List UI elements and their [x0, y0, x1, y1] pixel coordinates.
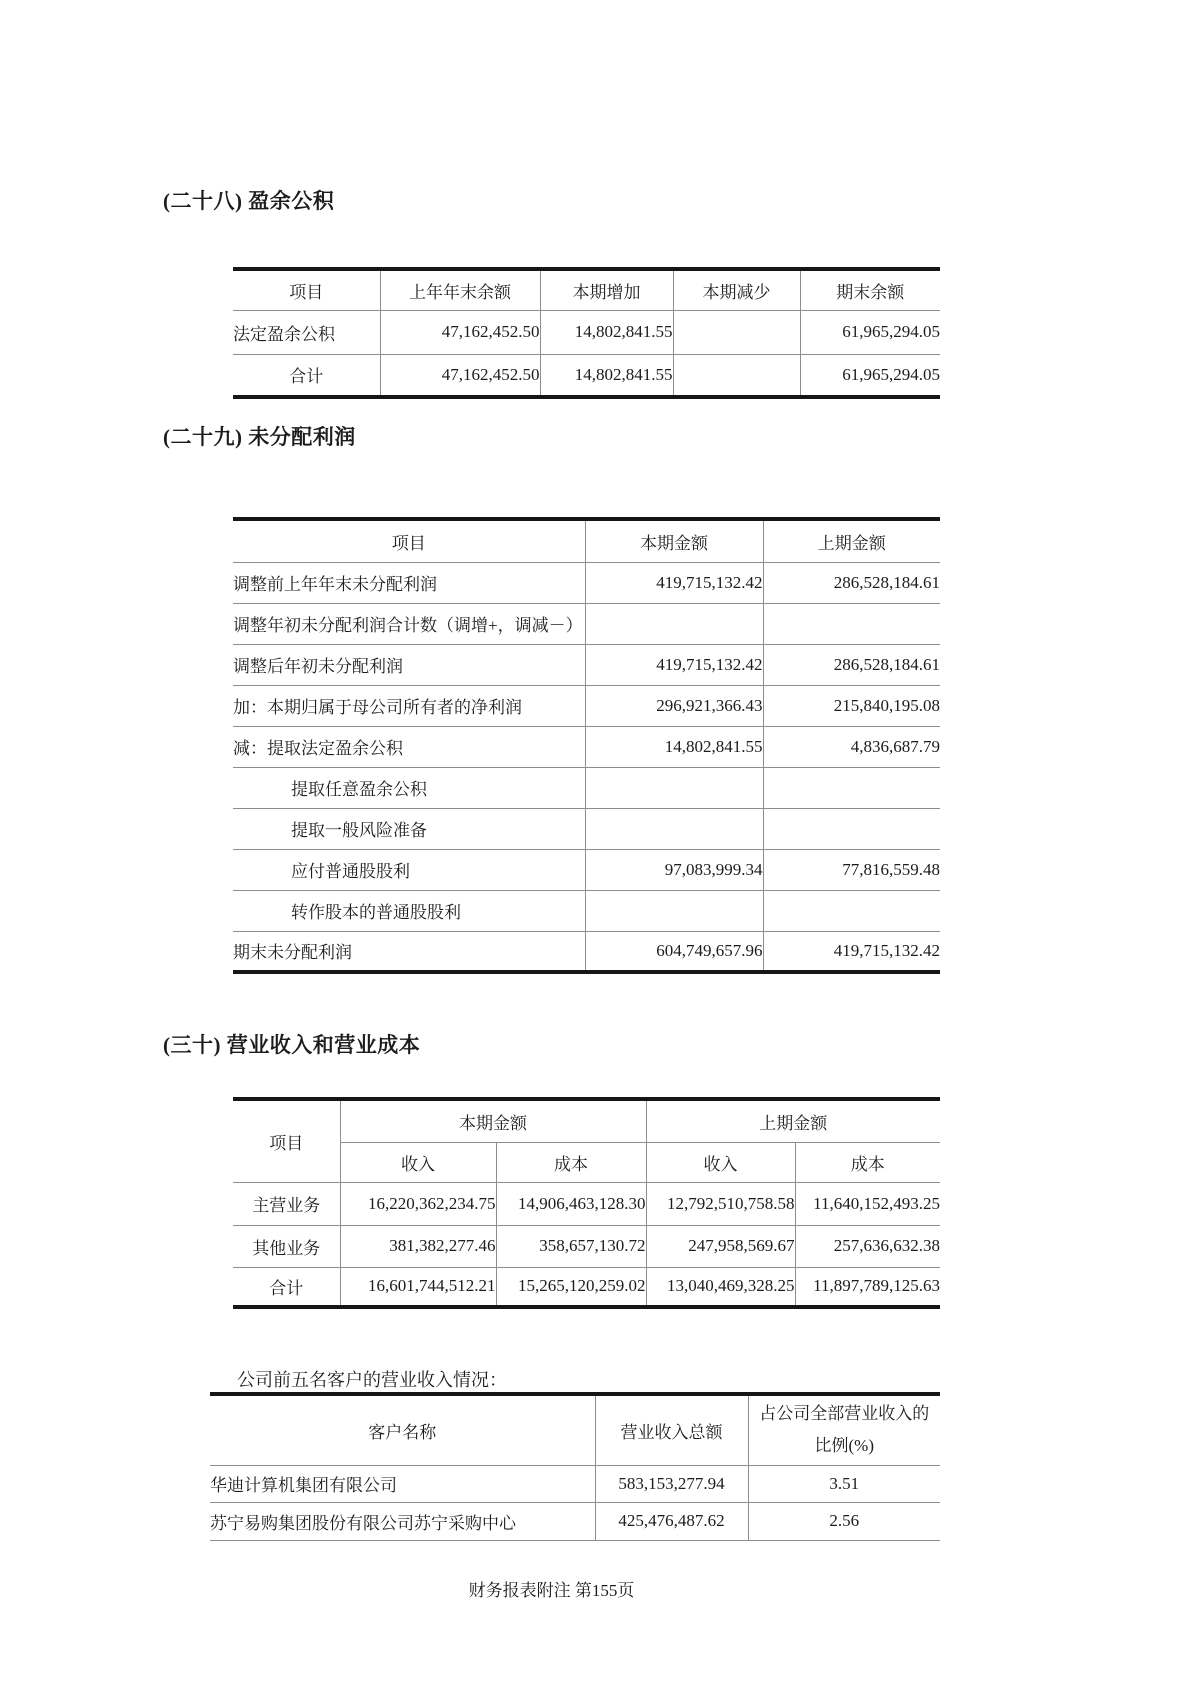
- table-header-row: [233, 519, 940, 562]
- cell-value: 419,715,132.42: [585, 644, 763, 685]
- customer-name: 华迪计算机集团有限公司: [210, 1465, 595, 1502]
- cell-value: [673, 310, 800, 354]
- col-header-revenue-ratio: [748, 1394, 940, 1465]
- cell-value: 16,220,362,234.75: [340, 1182, 496, 1225]
- col-header-period-end: 期末余额: [800, 269, 940, 310]
- cell-value: 604,749,657.96: [585, 931, 763, 972]
- cell-value: [763, 603, 940, 644]
- table-row: [233, 767, 940, 808]
- table-row: [233, 890, 940, 931]
- cell-value: 425,476,487.62: [595, 1502, 748, 1540]
- cell-value: 4,836,687.79: [763, 726, 940, 767]
- cell-value: 61,965,294.05: [800, 310, 940, 354]
- cell-value: 419,715,132.42: [833, 940, 940, 960]
- table-row: [233, 603, 940, 644]
- surplus-reserve-table: [233, 267, 940, 399]
- cell-value: 3.51: [748, 1465, 940, 1502]
- cell-value: [585, 808, 763, 849]
- table-row: [233, 562, 940, 603]
- row-label: 合计: [233, 1267, 340, 1307]
- cell-value: [673, 354, 800, 397]
- col-header-item: 项目: [233, 269, 380, 310]
- cell-value: 583,153,277.94: [595, 1465, 748, 1502]
- cell-value: 12,792,510,758.58: [646, 1182, 795, 1225]
- col-header-prior-amount: 上期金额: [763, 519, 940, 562]
- col-header-current-amount: 本期金额: [585, 519, 763, 562]
- row-label: 法定盈余公积: [233, 310, 380, 354]
- cell-value: 215,840,195.08: [763, 685, 940, 726]
- cell-value: 16,601,744,512.21: [340, 1267, 496, 1307]
- cell-value: 61,965,294.05: [842, 364, 940, 384]
- cell-value: 2.56: [829, 1511, 860, 1530]
- table-row-total: [233, 354, 940, 397]
- customer-name: 苏宁易购集团股份有限公司苏宁采购中心: [210, 1502, 595, 1540]
- cell-value: 11,897,789,125.63: [813, 1276, 940, 1296]
- col-header-prior-revenue: 收入: [646, 1142, 795, 1182]
- col-header-current-cost: 成本: [496, 1142, 646, 1182]
- col-header-increase: 本期增加: [540, 269, 673, 310]
- page-footer: 财务报表附注 第155页: [468, 1581, 635, 1600]
- row-label: 加：本期归属于母公司所有者的净利润: [233, 685, 585, 726]
- cell-value: 358,657,130.72: [496, 1225, 646, 1267]
- table-row: [210, 1465, 940, 1502]
- col-header-current-revenue: 收入: [340, 1142, 496, 1182]
- table-row-total: [233, 1267, 940, 1307]
- row-label: 合计: [233, 354, 380, 397]
- cell-value: 419,715,132.42: [585, 562, 763, 603]
- table-row: [233, 726, 940, 767]
- cell-value: 14,802,841.55: [540, 310, 673, 354]
- col-header-prev-year-end: 上年年末余额: [380, 269, 540, 310]
- row-label: 调整年初未分配利润合计数（调增+，调减－）: [233, 603, 585, 644]
- row-label: 其他业务: [233, 1225, 340, 1267]
- cell-value: [585, 767, 763, 808]
- undistributed-profit-table: [233, 517, 940, 974]
- table-row: [233, 685, 940, 726]
- table-row: [233, 310, 940, 354]
- cell-value: 14,906,463,128.30: [496, 1182, 646, 1225]
- col-header-prior-amount: 上期金额: [646, 1099, 940, 1142]
- row-label: 转作股本的普通股股利: [233, 890, 585, 931]
- cell-value: [585, 603, 763, 644]
- row-label: 主营业务: [233, 1182, 340, 1225]
- table-subheader-row: [233, 1142, 940, 1182]
- cell-value: 296,921,366.43: [585, 685, 763, 726]
- cell-value: 11,640,152,493.25: [795, 1182, 940, 1225]
- row-label: 应付普通股股利: [233, 849, 585, 890]
- table-header-row: [210, 1394, 940, 1465]
- cell-value: 97,083,999.34: [585, 849, 763, 890]
- row-label: 提取一般风险准备: [233, 808, 585, 849]
- cell-value: [585, 890, 763, 931]
- cell-value: 14,802,841.55: [540, 354, 673, 397]
- table-row: [233, 644, 940, 685]
- col-header-customer-name: 客户名称: [210, 1394, 595, 1465]
- table-header-row: [233, 269, 940, 310]
- col-header-decrease: 本期减少: [673, 269, 800, 310]
- table-header-row: [233, 1099, 940, 1142]
- table-row-total: [233, 931, 940, 972]
- section-title-revenue-cost: (三十) 营业收入和营业成本: [163, 1033, 421, 1057]
- cell-value: [763, 808, 940, 849]
- section-title-undistributed-profit: (二十九) 未分配利润: [163, 425, 356, 449]
- col-header-revenue-ratio-line1: 占公司全部营业收入的: [759, 1403, 930, 1423]
- cell-value: 381,382,277.46: [340, 1225, 496, 1267]
- revenue-cost-table: [233, 1097, 940, 1309]
- cell-value: 14,802,841.55: [585, 726, 763, 767]
- row-label: 提取任意盈余公积: [233, 767, 585, 808]
- col-header-revenue-ratio-line2: 比例(%): [814, 1436, 874, 1456]
- table-row: [233, 1182, 940, 1225]
- row-label: 减：提取法定盈余公积: [233, 726, 585, 767]
- cell-value: 47,162,452.50: [380, 310, 540, 354]
- cell-value: [763, 890, 940, 931]
- table-row: [233, 1225, 940, 1267]
- table-row: [233, 808, 940, 849]
- cell-value: 247,958,569.67: [646, 1225, 795, 1267]
- row-label: 调整前上年年末未分配利润: [233, 562, 585, 603]
- cell-value: 13,040,469,328.25: [646, 1267, 795, 1307]
- cell-value: 15,265,120,259.02: [496, 1267, 646, 1307]
- col-header-item: 项目: [233, 1099, 340, 1182]
- cell-value: 47,162,452.50: [380, 354, 540, 397]
- cell-value: 257,636,632.38: [795, 1225, 940, 1267]
- col-header-current-amount: 本期金额: [340, 1099, 646, 1142]
- col-header-revenue-total: 营业收入总额: [595, 1394, 748, 1465]
- section-title-surplus-reserve: (二十八) 盈余公积: [163, 189, 335, 213]
- cell-value: 77,816,559.48: [763, 849, 940, 890]
- table-row: [210, 1502, 940, 1540]
- col-header-prior-cost: 成本: [795, 1142, 940, 1182]
- cell-value: [763, 767, 940, 808]
- row-label: 调整后年初未分配利润: [233, 644, 585, 685]
- col-header-item: 项目: [233, 519, 585, 562]
- table-row: [233, 849, 940, 890]
- cell-value: 286,528,184.61: [763, 644, 940, 685]
- top-customers-caption: 公司前五名客户的营业收入情况：: [237, 1370, 507, 1390]
- top-customers-table: [210, 1392, 940, 1541]
- row-label: 期末未分配利润: [233, 931, 585, 972]
- cell-value: 286,528,184.61: [763, 562, 940, 603]
